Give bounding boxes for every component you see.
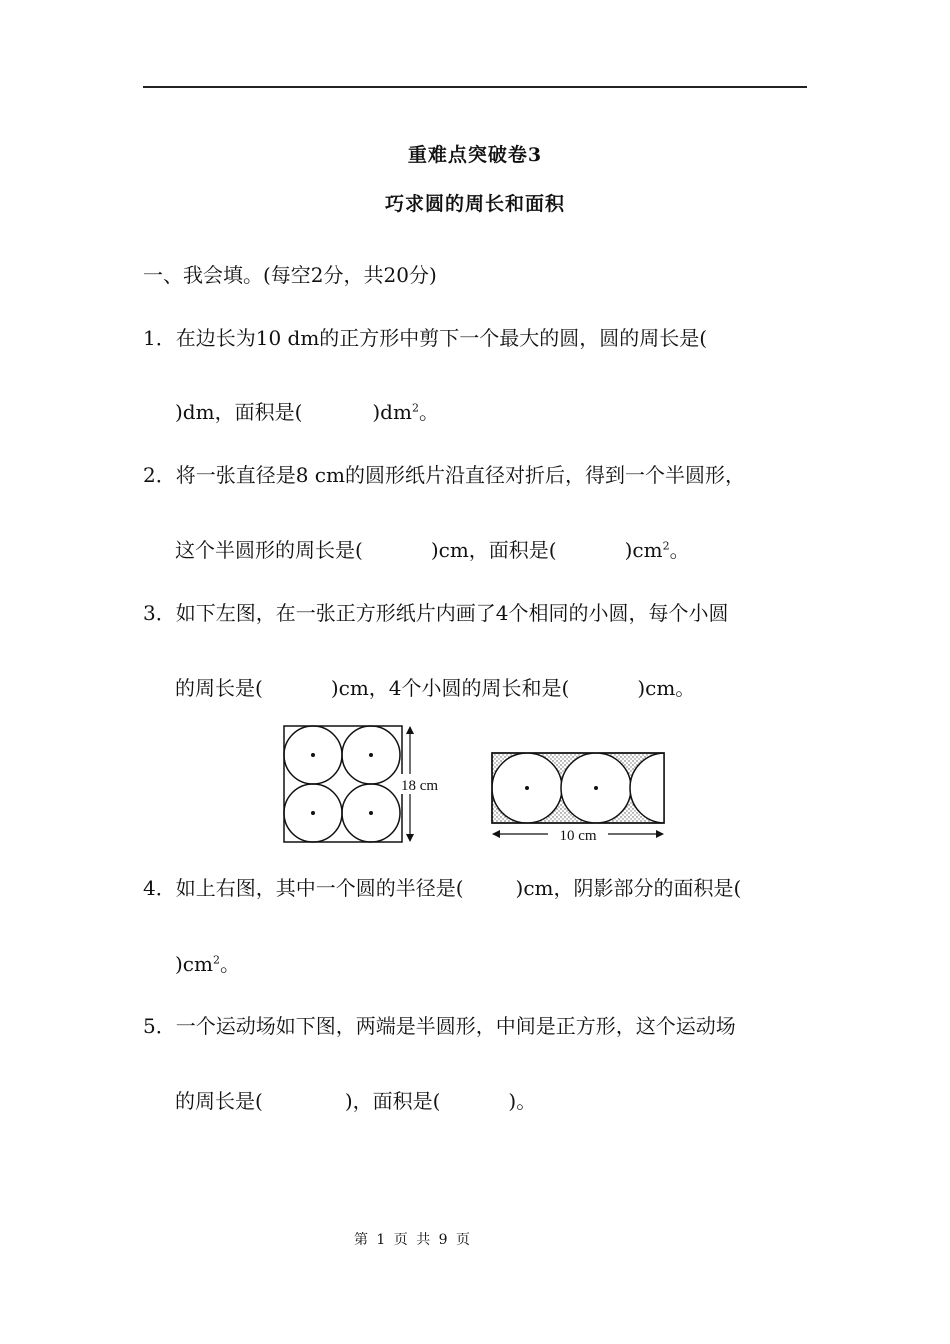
header-rule (143, 86, 807, 88)
question-3-line-2 (175, 674, 695, 702)
arrow-right-icon (656, 830, 664, 838)
arrow-down-icon (406, 834, 414, 842)
q4-sup: 2 (212, 953, 220, 967)
page-title: 重难点突破卷3 (407, 144, 543, 166)
circle-center (525, 786, 529, 790)
circle-center (311, 811, 315, 815)
question-2-line-2 (175, 536, 690, 564)
question-1-line-1: 1．在边长为10 dm的正方形中剪下一个最大的圆，圆的周长是( (143, 326, 708, 350)
arrow-up-icon (406, 726, 414, 734)
q2-text-a: 这个半圆形的周长是( (175, 538, 363, 562)
question-5-line-2 (175, 1087, 536, 1115)
page-subtitle: 巧求圆的周长和面积 (384, 193, 565, 215)
arrow-left-icon (492, 830, 500, 838)
q1-sup: 2 (411, 401, 419, 415)
question-4-line-1 (143, 874, 741, 902)
circle-center (594, 786, 598, 790)
q1-text-b: )dm (372, 400, 412, 424)
q5-text-b: )，面积是( (344, 1089, 441, 1113)
circle-center (369, 811, 373, 815)
question-2-line-1: 2．将一张直径是8 cm的圆形纸片沿直径对折后，得到一个半圆形， (143, 463, 745, 487)
question-4-line-2 (175, 950, 240, 978)
section-heading: 一、我会填。(每空2分，共20分) (143, 263, 437, 287)
q4-text-b: )cm，阴影部分的面积是( (515, 876, 742, 900)
figure-shaded-rectangle (488, 748, 668, 848)
q3-text-c: )cm。 (637, 676, 696, 700)
circle-center (311, 753, 315, 757)
page-footer: 第 1 页 共 9 页 (353, 1232, 473, 1248)
q2-sup: 2 (662, 539, 670, 553)
q2-text-c: )cm (624, 538, 663, 562)
dimension-label: 10 cm (559, 828, 597, 844)
q3-text-b: )cm，4个小圆的周长和是( (330, 676, 570, 700)
q5-text-c: )。 (508, 1089, 537, 1113)
circle-center (369, 753, 373, 757)
q2-end: 。 (669, 538, 690, 562)
q5-text-a: 的周长是( (175, 1089, 263, 1113)
q4-end: 。 (219, 952, 240, 976)
question-5-line-1: 5．一个运动场如下图，两端是半圆形，中间是正方形，这个运动场 (143, 1014, 736, 1038)
q4-text-a: 4．如上右图，其中一个圆的半径是( (143, 876, 464, 900)
q4-text-c: )cm (175, 952, 213, 976)
q2-text-b: )cm，面积是( (430, 538, 557, 562)
q3-text-a: 的周长是( (175, 676, 263, 700)
question-1-line-2 (175, 398, 439, 426)
square-outline (284, 726, 402, 842)
figure-four-circles (281, 724, 451, 846)
q1-end: 。 (418, 400, 439, 424)
dimension-label: 18 cm (401, 778, 439, 794)
q1-text-a: )dm，面积是( (175, 400, 303, 424)
question-3-line-1: 3．如下左图，在一张正方形纸片内画了4个相同的小圆，每个小圆 (143, 601, 729, 625)
